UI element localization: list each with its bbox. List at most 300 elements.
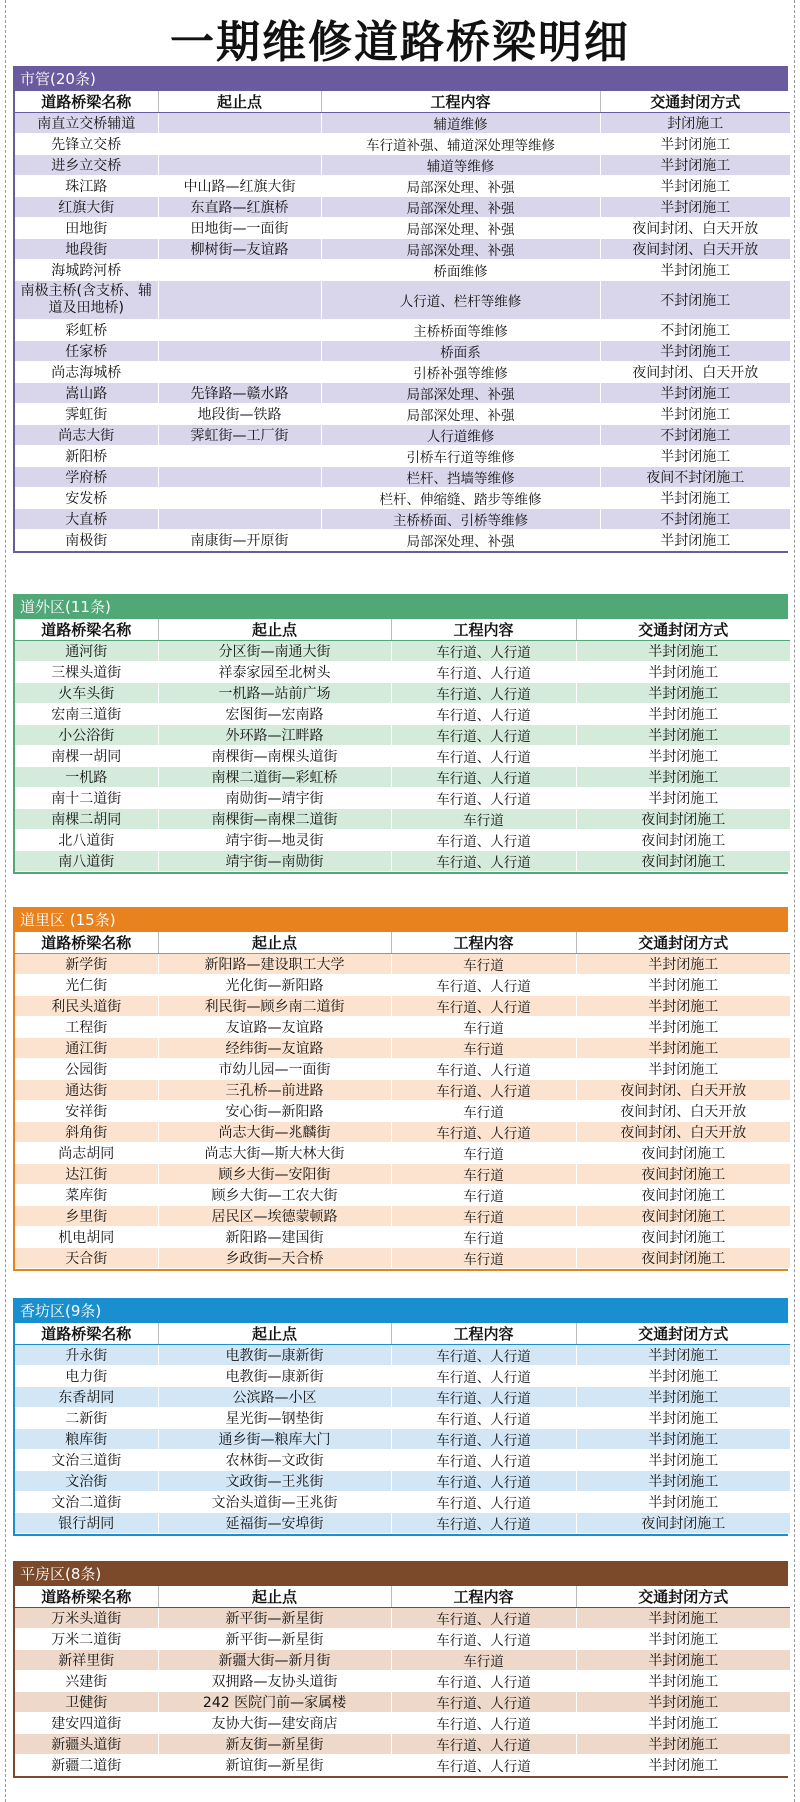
- work-content-cell: 栏杆、伸缩缝、踏步等维修: [321, 488, 600, 509]
- road-name-cell: 一机路: [15, 767, 158, 788]
- start-end-cell: 田地街—一面街: [158, 218, 321, 239]
- work-content-cell: 局部深处理、补强: [321, 176, 600, 197]
- header-row: [15, 1323, 790, 1345]
- road-name-cell: 地段街: [15, 239, 158, 260]
- road-name-cell: 小公浴街: [15, 725, 158, 746]
- road-name-cell: 银行胡同: [15, 1513, 158, 1534]
- table-row: [15, 281, 790, 320]
- work-content-cell: 车行道、人行道: [391, 725, 576, 746]
- start-end-cell: 星光街—钢垫街: [158, 1408, 391, 1429]
- start-end-cell: 新平街—新星街: [158, 1629, 391, 1650]
- road-name-cell: 文治二道街: [15, 1492, 158, 1513]
- traffic-mode-cell: 半封闭施工: [576, 641, 790, 662]
- start-end-cell: 南棵街—南棵头道街: [158, 746, 391, 767]
- work-content-cell: 车行道、人行道: [391, 1471, 576, 1492]
- work-content-cell: 栏杆、挡墙等维修: [321, 467, 600, 488]
- road-name-cell: 通达街: [15, 1080, 158, 1101]
- table-row: [15, 1143, 790, 1164]
- table-row: [15, 788, 790, 809]
- page-title: 一期维修道路桥梁明细: [170, 17, 630, 68]
- road-name-cell: 北八道街: [15, 830, 158, 851]
- traffic-mode-cell: 封闭施工: [600, 113, 790, 134]
- traffic-mode-cell: 半封闭施工: [576, 975, 790, 996]
- traffic-mode-cell: 半封闭施工: [576, 996, 790, 1017]
- start-end-cell: [158, 341, 321, 362]
- traffic-mode-cell: 夜间封闭施工: [576, 1143, 790, 1164]
- work-content-cell: 车行道、人行道: [391, 975, 576, 996]
- traffic-mode-cell: 半封闭施工: [600, 446, 790, 467]
- traffic-mode-cell: 半封闭施工: [600, 341, 790, 362]
- traffic-mode-cell: 夜间封闭、白天开放: [576, 1101, 790, 1122]
- table-row: [15, 1122, 790, 1143]
- start-end-cell: [158, 362, 321, 383]
- traffic-mode-cell: 夜间封闭施工: [576, 1164, 790, 1185]
- section-2: [13, 907, 788, 1271]
- road-name-cell: 二新街: [15, 1408, 158, 1429]
- column-header: 道路桥梁名称: [15, 91, 158, 113]
- road-name-cell: 南极街: [15, 530, 158, 551]
- work-content-cell: 车行道、人行道: [391, 1692, 576, 1713]
- work-content-cell: 车行道补强、辅道深处理等维修: [321, 134, 600, 155]
- work-content-cell: 车行道、人行道: [391, 767, 576, 788]
- column-header: 起止点: [158, 1586, 391, 1608]
- work-content-cell: 车行道: [391, 954, 576, 975]
- road-name-cell: 安祥街: [15, 1101, 158, 1122]
- start-end-cell: 电教街—康新街: [158, 1345, 391, 1366]
- work-content-cell: 车行道: [391, 809, 576, 830]
- work-content-cell: 局部深处理、补强: [321, 530, 600, 551]
- work-content-cell: 车行道: [391, 1227, 576, 1248]
- traffic-mode-cell: 夜间封闭施工: [576, 851, 790, 872]
- table-row: [15, 530, 790, 551]
- table-row: [15, 704, 790, 725]
- road-name-cell: 红旗大街: [15, 197, 158, 218]
- road-name-cell: 新阳桥: [15, 446, 158, 467]
- work-content-cell: 车行道、人行道: [391, 662, 576, 683]
- column-header: 交通封闭方式: [600, 91, 790, 113]
- section-table: [15, 91, 790, 551]
- start-end-cell: 霁虹街—工厂街: [158, 425, 321, 446]
- work-content-cell: 车行道、人行道: [391, 1513, 576, 1534]
- start-end-cell: 居民区—埃德蒙顿路: [158, 1206, 391, 1227]
- table-row: [15, 1059, 790, 1080]
- traffic-mode-cell: 夜间封闭、白天开放: [576, 1080, 790, 1101]
- start-end-cell: 友谊路—友谊路: [158, 1017, 391, 1038]
- work-content-cell: 车行道、人行道: [391, 1450, 576, 1471]
- traffic-mode-cell: 半封闭施工: [576, 1017, 790, 1038]
- section-table: [15, 619, 790, 872]
- road-name-cell: 机电胡同: [15, 1227, 158, 1248]
- start-end-cell: 光化街—新阳路: [158, 975, 391, 996]
- table-row: [15, 851, 790, 872]
- work-content-cell: 车行道、人行道: [391, 704, 576, 725]
- start-end-cell: 新平街—新星街: [158, 1608, 391, 1629]
- table-row: [15, 1755, 790, 1776]
- table-row: [15, 260, 790, 281]
- traffic-mode-cell: 半封闭施工: [576, 1692, 790, 1713]
- traffic-mode-cell: 半封闭施工: [576, 1387, 790, 1408]
- start-end-cell: 延福街—安埠街: [158, 1513, 391, 1534]
- table-row: [15, 1650, 790, 1671]
- start-end-cell: [158, 113, 321, 134]
- work-content-cell: 辅道等维修: [321, 155, 600, 176]
- work-content-cell: 桥面维修: [321, 260, 600, 281]
- header-row: [15, 619, 790, 641]
- traffic-mode-cell: 夜间封闭、白天开放: [600, 362, 790, 383]
- section-table: [15, 932, 790, 1269]
- work-content-cell: 局部深处理、补强: [321, 404, 600, 425]
- road-name-cell: 万米二道街: [15, 1629, 158, 1650]
- start-end-cell: 新阳路—建设职工大学: [158, 954, 391, 975]
- work-content-cell: 车行道、人行道: [391, 1345, 576, 1366]
- section-header: 市管(20条): [15, 68, 786, 91]
- traffic-mode-cell: 半封闭施工: [600, 404, 790, 425]
- work-content-cell: 人行道、栏杆等维修: [321, 281, 600, 320]
- road-name-cell: 尚志海城桥: [15, 362, 158, 383]
- table-row: [15, 155, 790, 176]
- table-row: [15, 1471, 790, 1492]
- column-header: 起止点: [158, 932, 391, 954]
- start-end-cell: 三孔桥—前进路: [158, 1080, 391, 1101]
- road-name-cell: 南极主桥(含支桥、辅道及田地桥): [15, 281, 158, 320]
- start-end-cell: 电教街—康新街: [158, 1366, 391, 1387]
- traffic-mode-cell: 半封闭施工: [576, 1650, 790, 1671]
- column-header: 起止点: [158, 91, 321, 113]
- work-content-cell: 车行道、人行道: [391, 851, 576, 872]
- start-end-cell: [158, 446, 321, 467]
- road-name-cell: 天合街: [15, 1248, 158, 1269]
- start-end-cell: 外环路—江畔路: [158, 725, 391, 746]
- start-end-cell: [158, 281, 321, 320]
- table-row: [15, 809, 790, 830]
- road-name-cell: 万米头道街: [15, 1608, 158, 1629]
- work-content-cell: 车行道、人行道: [391, 1429, 576, 1450]
- start-end-cell: 祥泰家园至北树头: [158, 662, 391, 683]
- section-4: [13, 1561, 788, 1778]
- column-header: 起止点: [158, 1323, 391, 1345]
- start-end-cell: 分区街—南通大街: [158, 641, 391, 662]
- column-header: 工程内容: [391, 1586, 576, 1608]
- traffic-mode-cell: 夜间封闭施工: [576, 809, 790, 830]
- work-content-cell: 局部深处理、补强: [321, 218, 600, 239]
- traffic-mode-cell: 夜间封闭施工: [576, 1248, 790, 1269]
- start-end-cell: 一机路—站前广场: [158, 683, 391, 704]
- work-content-cell: 局部深处理、补强: [321, 383, 600, 404]
- road-name-cell: 田地街: [15, 218, 158, 239]
- table-row: [15, 197, 790, 218]
- column-header: 交通封闭方式: [576, 932, 790, 954]
- work-content-cell: 车行道、人行道: [391, 641, 576, 662]
- traffic-mode-cell: 半封闭施工: [576, 1492, 790, 1513]
- traffic-mode-cell: 半封闭施工: [576, 767, 790, 788]
- table-row: [15, 1017, 790, 1038]
- traffic-mode-cell: 半封闭施工: [576, 704, 790, 725]
- road-name-cell: 通河街: [15, 641, 158, 662]
- table-row: [15, 1080, 790, 1101]
- traffic-mode-cell: 半封闭施工: [576, 1408, 790, 1429]
- start-end-cell: 通乡街—粮库大门: [158, 1429, 391, 1450]
- table-row: [15, 1038, 790, 1059]
- table-row: [15, 767, 790, 788]
- start-end-cell: 242 医院门前—家属楼: [158, 1692, 391, 1713]
- header-row: [15, 932, 790, 954]
- work-content-cell: 主桥桥面、引桥等维修: [321, 509, 600, 530]
- work-content-cell: 车行道、人行道: [391, 1713, 576, 1734]
- traffic-mode-cell: 夜间封闭施工: [576, 1185, 790, 1206]
- traffic-mode-cell: 半封闭施工: [576, 1713, 790, 1734]
- road-name-cell: 工程街: [15, 1017, 158, 1038]
- work-content-cell: 人行道维修: [321, 425, 600, 446]
- table-row: [15, 488, 790, 509]
- table-row: [15, 1734, 790, 1755]
- traffic-mode-cell: 半封闭施工: [576, 1629, 790, 1650]
- road-name-cell: 新疆头道街: [15, 1734, 158, 1755]
- traffic-mode-cell: 半封闭施工: [600, 176, 790, 197]
- road-name-cell: 南十二道街: [15, 788, 158, 809]
- start-end-cell: 尚志大街—兆麟街: [158, 1122, 391, 1143]
- road-name-cell: 尚志胡同: [15, 1143, 158, 1164]
- start-end-cell: 南棵街—南棵二道街: [158, 809, 391, 830]
- start-end-cell: [158, 134, 321, 155]
- table-row: [15, 1513, 790, 1534]
- start-end-cell: 顾乡大街—安阳街: [158, 1164, 391, 1185]
- work-content-cell: 车行道: [391, 1143, 576, 1164]
- section-header: 香坊区(9条): [15, 1300, 786, 1323]
- work-content-cell: 车行道、人行道: [391, 1755, 576, 1776]
- road-name-cell: 霁虹街: [15, 404, 158, 425]
- work-content-cell: 桥面系: [321, 341, 600, 362]
- start-end-cell: 经纬街—友谊路: [158, 1038, 391, 1059]
- work-content-cell: 车行道: [391, 1650, 576, 1671]
- table-row: [15, 239, 790, 260]
- traffic-mode-cell: 夜间封闭、白天开放: [576, 1122, 790, 1143]
- road-name-cell: 文治街: [15, 1471, 158, 1492]
- table-row: [15, 1492, 790, 1513]
- work-content-cell: 车行道: [391, 1038, 576, 1059]
- table-row: [15, 362, 790, 383]
- table-row: [15, 1206, 790, 1227]
- work-content-cell: 引桥车行道等维修: [321, 446, 600, 467]
- road-name-cell: 嵩山路: [15, 383, 158, 404]
- table-row: [15, 446, 790, 467]
- work-content-cell: 引桥补强等维修: [321, 362, 600, 383]
- start-end-cell: 靖宇街—南勋街: [158, 851, 391, 872]
- table-row: [15, 1713, 790, 1734]
- traffic-mode-cell: 夜间封闭施工: [576, 1206, 790, 1227]
- work-content-cell: 车行道、人行道: [391, 996, 576, 1017]
- traffic-mode-cell: 半封闭施工: [576, 1471, 790, 1492]
- table-row: [15, 1366, 790, 1387]
- start-end-cell: 市幼儿园—一面街: [158, 1059, 391, 1080]
- table-row: [15, 1671, 790, 1692]
- start-end-cell: 新友街—新星街: [158, 1734, 391, 1755]
- section-3: [13, 1298, 788, 1536]
- traffic-mode-cell: 半封闭施工: [576, 683, 790, 704]
- work-content-cell: 辅道维修: [321, 113, 600, 134]
- section-header: 道里区 (15条): [15, 909, 786, 932]
- header-row: [15, 1586, 790, 1608]
- work-content-cell: 车行道、人行道: [391, 1671, 576, 1692]
- traffic-mode-cell: 半封闭施工: [576, 1450, 790, 1471]
- start-end-cell: 公滨路—小区: [158, 1387, 391, 1408]
- work-content-cell: 车行道、人行道: [391, 746, 576, 767]
- table-row: [15, 176, 790, 197]
- road-name-cell: 新疆二道街: [15, 1755, 158, 1776]
- table-row: [15, 1185, 790, 1206]
- road-name-cell: 通江街: [15, 1038, 158, 1059]
- start-end-cell: 安心街—新阳路: [158, 1101, 391, 1122]
- traffic-mode-cell: 半封闭施工: [600, 530, 790, 551]
- work-content-cell: 车行道、人行道: [391, 830, 576, 851]
- work-content-cell: 车行道、人行道: [391, 683, 576, 704]
- table-row: [15, 1101, 790, 1122]
- road-name-cell: 尚志大街: [15, 425, 158, 446]
- work-content-cell: 车行道: [391, 1185, 576, 1206]
- table-row: [15, 1387, 790, 1408]
- work-content-cell: 车行道: [391, 1101, 576, 1122]
- start-end-cell: 乡政街—天合桥: [158, 1248, 391, 1269]
- traffic-mode-cell: 半封闭施工: [600, 197, 790, 218]
- section-0: [13, 66, 788, 553]
- table-row: [15, 641, 790, 662]
- start-end-cell: 新谊街—新星街: [158, 1755, 391, 1776]
- traffic-mode-cell: 不封闭施工: [600, 425, 790, 446]
- traffic-mode-cell: 夜间封闭、白天开放: [600, 218, 790, 239]
- column-header: 交通封闭方式: [576, 619, 790, 641]
- work-content-cell: 车行道: [391, 1017, 576, 1038]
- column-header: 交通封闭方式: [576, 1323, 790, 1345]
- traffic-mode-cell: 半封闭施工: [576, 1345, 790, 1366]
- table-row: [15, 1227, 790, 1248]
- traffic-mode-cell: 半封闭施工: [600, 155, 790, 176]
- table-row: [15, 320, 790, 341]
- work-content-cell: 车行道、人行道: [391, 788, 576, 809]
- road-name-cell: 彩虹桥: [15, 320, 158, 341]
- start-end-cell: 友协大街—建安商店: [158, 1713, 391, 1734]
- traffic-mode-cell: 半封闭施工: [600, 488, 790, 509]
- table-row: [15, 746, 790, 767]
- work-content-cell: 车行道、人行道: [391, 1122, 576, 1143]
- start-end-cell: [158, 320, 321, 341]
- road-name-cell: 利民头道街: [15, 996, 158, 1017]
- column-header: 道路桥梁名称: [15, 1586, 158, 1608]
- start-end-cell: 利民街—顾乡南二道街: [158, 996, 391, 1017]
- section-header: 平房区(8条): [15, 1563, 786, 1586]
- start-end-cell: 文治头道街—王兆街: [158, 1492, 391, 1513]
- start-end-cell: [158, 155, 321, 176]
- road-name-cell: 粮库街: [15, 1429, 158, 1450]
- table-row: [15, 1629, 790, 1650]
- road-name-cell: 菜库街: [15, 1185, 158, 1206]
- road-name-cell: 安发桥: [15, 488, 158, 509]
- work-content-cell: 车行道: [391, 1164, 576, 1185]
- table-row: [15, 134, 790, 155]
- traffic-mode-cell: 夜间不封闭施工: [600, 467, 790, 488]
- column-header: 工程内容: [391, 932, 576, 954]
- work-content-cell: 局部深处理、补强: [321, 197, 600, 218]
- road-name-cell: 任家桥: [15, 341, 158, 362]
- column-header: 道路桥梁名称: [15, 932, 158, 954]
- column-header: 起止点: [158, 619, 391, 641]
- start-end-cell: 文政街—王兆街: [158, 1471, 391, 1492]
- road-name-cell: 升永街: [15, 1345, 158, 1366]
- work-content-cell: 车行道、人行道: [391, 1608, 576, 1629]
- work-content-cell: 车行道、人行道: [391, 1629, 576, 1650]
- start-end-cell: 南康街—开原街: [158, 530, 321, 551]
- road-name-cell: 乡里街: [15, 1206, 158, 1227]
- traffic-mode-cell: 半封闭施工: [576, 788, 790, 809]
- start-end-cell: 柳树街—友谊路: [158, 239, 321, 260]
- work-content-cell: 车行道、人行道: [391, 1492, 576, 1513]
- header-row: [15, 91, 790, 113]
- traffic-mode-cell: 半封闭施工: [576, 1038, 790, 1059]
- road-name-cell: 学府桥: [15, 467, 158, 488]
- start-end-cell: 宏图街—宏南路: [158, 704, 391, 725]
- work-content-cell: 车行道: [391, 1206, 576, 1227]
- road-name-cell: 新祥里街: [15, 1650, 158, 1671]
- traffic-mode-cell: 半封闭施工: [576, 746, 790, 767]
- road-name-cell: 南八道街: [15, 851, 158, 872]
- road-name-cell: 公园街: [15, 1059, 158, 1080]
- road-name-cell: 电力街: [15, 1366, 158, 1387]
- table-row: [15, 467, 790, 488]
- road-name-cell: 兴建街: [15, 1671, 158, 1692]
- table-row: [15, 662, 790, 683]
- traffic-mode-cell: 半封闭施工: [576, 1429, 790, 1450]
- traffic-mode-cell: 半封闭施工: [600, 260, 790, 281]
- table-row: [15, 404, 790, 425]
- column-header: 道路桥梁名称: [15, 1323, 158, 1345]
- traffic-mode-cell: 夜间封闭施工: [576, 1513, 790, 1534]
- table-row: [15, 996, 790, 1017]
- start-end-cell: 新疆大街—新月街: [158, 1650, 391, 1671]
- table-row: [15, 1164, 790, 1185]
- table-row: [15, 509, 790, 530]
- table-row: [15, 218, 790, 239]
- start-end-cell: 新阳路—建国街: [158, 1227, 391, 1248]
- traffic-mode-cell: 半封闭施工: [576, 1734, 790, 1755]
- column-header: 交通封闭方式: [576, 1586, 790, 1608]
- road-name-cell: 三棵头道街: [15, 662, 158, 683]
- start-end-cell: 尚志大街—斯大林大街: [158, 1143, 391, 1164]
- work-content-cell: 车行道、人行道: [391, 1080, 576, 1101]
- traffic-mode-cell: 夜间封闭施工: [576, 1227, 790, 1248]
- work-content-cell: 车行道: [391, 1248, 576, 1269]
- work-content-cell: 车行道、人行道: [391, 1734, 576, 1755]
- traffic-mode-cell: 半封闭施工: [576, 1671, 790, 1692]
- table-row: [15, 725, 790, 746]
- table-row: [15, 1692, 790, 1713]
- traffic-mode-cell: 夜间封闭、白天开放: [600, 239, 790, 260]
- start-end-cell: 靖宇街—地灵街: [158, 830, 391, 851]
- traffic-mode-cell: 不封闭施工: [600, 281, 790, 320]
- road-name-cell: 达江街: [15, 1164, 158, 1185]
- start-end-cell: [158, 509, 321, 530]
- table-row: [15, 683, 790, 704]
- start-end-cell: 地段街—铁路: [158, 404, 321, 425]
- start-end-cell: [158, 260, 321, 281]
- traffic-mode-cell: 半封闭施工: [576, 1059, 790, 1080]
- traffic-mode-cell: 半封闭施工: [576, 662, 790, 683]
- table-row: [15, 954, 790, 975]
- work-content-cell: 车行道、人行道: [391, 1059, 576, 1080]
- road-name-cell: 斜角街: [15, 1122, 158, 1143]
- work-content-cell: 车行道、人行道: [391, 1366, 576, 1387]
- road-name-cell: 宏南三道街: [15, 704, 158, 725]
- column-header: 道路桥梁名称: [15, 619, 158, 641]
- traffic-mode-cell: 半封闭施工: [576, 725, 790, 746]
- road-name-cell: 先锋立交桥: [15, 134, 158, 155]
